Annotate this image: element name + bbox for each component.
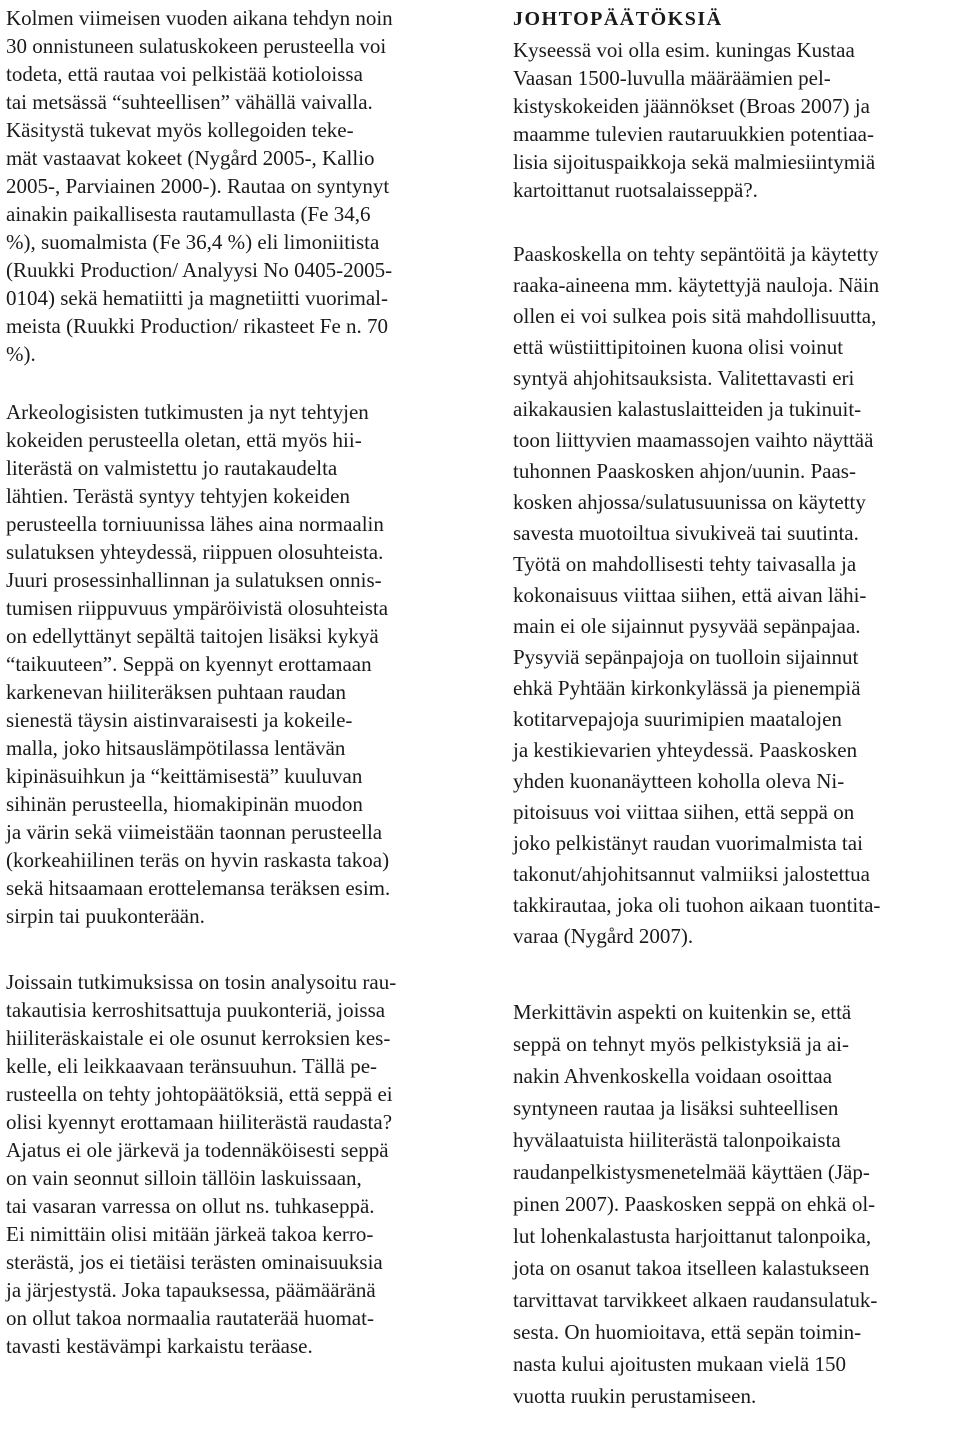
text-line: tavasti kestävämpi karkaistu teräase. [6, 1334, 313, 1358]
text-line: sihinän perusteella, hiomakipinän muodon [6, 792, 363, 816]
text-line: yhden kuonanäytteen koholla oleva Ni- [513, 769, 845, 793]
text-line: Paaskoskella on tehty sepäntöitä ja käytetty [513, 242, 879, 266]
text-line: lähtien. Terästä syntyy tehtyjen kokeiden [6, 484, 350, 508]
text-line: on vain seonnut silloin tällöin laskuissaan, [6, 1166, 362, 1190]
text-line: kokonaisuus viittaa siihen, että aivan lähi- [513, 583, 867, 607]
paragraph-gap [513, 952, 960, 996]
text-line: sirpin tai puukonterään. [6, 904, 205, 928]
text-line: vuotta ruukin perustamiseen. [513, 1384, 757, 1408]
text-line: main ei ole sijainnut pysyvää sepänpajaa. [513, 614, 861, 638]
text-line: lisia sijoituspaikkoja sekä malmiesiintymiä [513, 150, 876, 174]
text-line: sulatuksen yhteydessä, riippuen olosuhteista. [6, 540, 384, 564]
text-line: että wüstiittipitoinen kuona olisi voinut [513, 335, 844, 359]
text-line: on ollut takoa normaalia rautaterää huomat- [6, 1306, 374, 1330]
text-line: kartoittanut ruotsalaisseppä?. [513, 178, 758, 202]
text-line: raudanpelkistysmenetelmää käyttäen (Jäp- [513, 1160, 870, 1184]
text-line: sesta. On huomioitava, että sepän toimin- [513, 1320, 862, 1344]
text-line: syntyä ahjohitsauksista. Valitettavasti eri [513, 366, 855, 390]
text-line: Käsitystä tukevat myös kollegoiden teke- [6, 118, 354, 142]
text-line: (Ruukki Production/ Analyysi No 0405-2005- [6, 258, 393, 282]
paragraph-hiiliteras [6, 398, 482, 930]
text-line: savesta muotoiltua sivukiveä tai suutinta. [513, 521, 859, 545]
text-line: aikakausien kalastuslaitteiden ja tukinuit- [513, 397, 862, 421]
text-line: seppä on tehnyt myös pelkistyksiä ja ai- [513, 1032, 849, 1056]
text-line: raaka-aineena mm. käytettyjä nauloja. Näin [513, 273, 880, 297]
text-line: kipinäsuihkun ja “keittämisestä” kuuluvan [6, 764, 363, 788]
text-line: karkenevan hiiliteräksen puhtaan raudan [6, 680, 346, 704]
text-line: Kolmen viimeisen vuoden aikana tehdyn noin [6, 6, 393, 30]
text-line: malla, joko hitsauslämpötilassa lentävän [6, 736, 346, 760]
text-line: ainakin paikallisesta rautamullasta (Fe 34,6 [6, 202, 371, 226]
text-line: tarvittavat tarvikkeet alkaen raudansulatuk- [513, 1288, 878, 1312]
text-line: varaa (Nygård 2007). [513, 924, 694, 948]
paragraph-kerroshitsatut [6, 968, 482, 1360]
text-line: takonut/ahjohitsannut valmiiksi jalostettua [513, 862, 870, 886]
paragraph-sulatuskokeet [6, 4, 482, 368]
text-line: ja järjestystä. Joka tapauksessa, päämääränä [6, 1278, 376, 1302]
text-line: Työtä on mahdollisesti tehty taivasalla ja [513, 552, 857, 576]
text-line: “taikuuteen”. Seppä on kyennyt erottamaan [6, 652, 372, 676]
text-line: kotitarvepajoja suurimipien maatalojen [513, 707, 842, 731]
paragraph-gap [6, 930, 482, 966]
text-line: olisi kyennyt erottamaan hiiliterästä raudasta? [6, 1110, 393, 1134]
text-line: maamme tulevien rautaruukkien potentiaa- [513, 122, 874, 146]
paragraph-merkittavin-aspekti [513, 996, 960, 1412]
text-line: (korkeahiilinen teräs on hyvin raskasta takoa) [6, 848, 390, 872]
text-line: ehkä Pyhtään kirkonkylässä ja pienempiä [513, 676, 861, 700]
text-line: tumisen riippuvuus ympäröivistä olosuhteista [6, 596, 389, 620]
text-line: ja kestikievarien yhteydessä. Paaskosken [513, 738, 858, 762]
text-line: nakin Ahvenkoskella voidaan osoittaa [513, 1064, 833, 1088]
text-line: mät vastaavat kokeet (Nygård 2005-, Kallio [6, 146, 375, 170]
text-line: pitoisuus voi viittaa siihen, että seppä on [513, 800, 855, 824]
text-line: perusteella torniuunissa lähes aina normaalin [6, 512, 384, 536]
section-heading: JOHTOPÄÄTÖKSIÄ [513, 8, 723, 30]
text-line: 30 onnistuneen sulatuskokeen perusteella voi [6, 34, 387, 58]
text-line: lut lohenkalastusta harjoittanut talonpoika, [513, 1224, 872, 1248]
text-line: Kyseessä voi olla esim. kuningas Kustaa [513, 38, 855, 62]
text-line: takkirautaa, joka oli tuohon aikaan tuontita- [513, 893, 881, 917]
text-line: ja värin sekä viimeistään taonnan perusteella [6, 820, 383, 844]
text-line: syntyneen rautaa ja lisäksi suhteellisen [513, 1096, 839, 1120]
text-line: Ajatus ei ole järkevä ja todennäköisesti seppä [6, 1138, 389, 1162]
text-line: Juuri prosessinhallinnan ja sulatuksen onnis- [6, 568, 382, 592]
text-line: literästä on valmistettu jo rautakaudelta [6, 456, 338, 480]
paragraph-gap [6, 368, 482, 394]
text-line: nasta kului ajoitusten mukaan vielä 150 [513, 1352, 847, 1376]
text-line: kelle, eli leikkaavaan teränsuuhun. Tällä pe- [6, 1054, 378, 1078]
text-line: tai vasaran varressa on ollut ns. tuhkaseppä. [6, 1194, 375, 1218]
text-line: takautisia kerroshitsattuja puukonteriä, joissa [6, 998, 386, 1022]
text-line: Arkeologisisten tutkimusten ja nyt tehtyjen [6, 400, 369, 424]
text-line: Joissain tutkimuksissa on tosin analysoitu rau- [6, 970, 397, 994]
text-line: %), suomalmista (Fe 36,4 %) eli limoniitista [6, 230, 380, 254]
text-line: Ei nimittäin olisi mitään järkeä takoa kerro- [6, 1222, 374, 1246]
text-line: kosken ahjossa/sulatusuunissa on käytetty [513, 490, 866, 514]
text-line: sienestä täysin aistinvaraisesti ja kokeile- [6, 708, 353, 732]
text-line: 2005-, Parviainen 2000-). Rautaa on syntynyt [6, 174, 390, 198]
text-line: todeta, että rautaa voi pelkistää kotioloissa [6, 62, 363, 86]
text-line: tuhonnen Paaskosken ahjon/uunin. Paas- [513, 459, 856, 483]
text-line: tai metsässä “suhteellisen” vähällä vaivalla. [6, 90, 373, 114]
text-line: sekä hitsaamaan erottelemansa teräksen esim. [6, 876, 391, 900]
paragraph-ruotsalaisseppa [513, 36, 960, 204]
text-line: kistyskokeiden jäännökset (Broas 2007) ja [513, 94, 870, 118]
text-line: 0104) sekä hematiitti ja magnetiitti vuorimal- [6, 286, 388, 310]
text-line: jota on osanut takoa itselleen kalastukseen [513, 1256, 870, 1280]
text-line: rusteella on tehty johtopäätöksiä, että seppä ei [6, 1082, 393, 1106]
paragraph-gap [513, 204, 960, 239]
paragraph-paaskoski [513, 239, 960, 952]
text-line: Pysyviä sepänpajoja on tuolloin sijainnut [513, 645, 859, 669]
text-line: hiiliteräskaistale ei ole osunut kerroksien kes- [6, 1026, 391, 1050]
right-column [513, 5, 960, 1412]
text-line: Merkittävin aspekti on kuitenkin se, että [513, 1000, 852, 1024]
text-line: Vaasan 1500-luvulla määräämien pel- [513, 66, 831, 90]
text-line: kokeiden perusteella oletan, että myös hii- [6, 428, 362, 452]
text-line: joko pelkistänyt raudan vuorimalmista tai [513, 831, 863, 855]
text-line: %). [6, 342, 36, 366]
text-line: sterästä, jos ei tietäisi terästen ominaisuuksia [6, 1250, 383, 1274]
text-line: pinen 2007). Paaskosken seppä on ehkä ol- [513, 1192, 876, 1216]
left-column [6, 4, 482, 1360]
text-line: meista (Ruukki Production/ rikasteet Fe n. 70 [6, 314, 389, 338]
text-line: ollen ei voi sulkea pois sitä mahdollisuutta, [513, 304, 877, 328]
text-line: hyvälaatuista hiiliterästä talonpoikaista [513, 1128, 841, 1152]
text-line: on edellyttänyt sepältä taitojen lisäksi kykyä [6, 624, 379, 648]
text-line: toon liittyvien maamassojen vaihto näyttää [513, 428, 874, 452]
